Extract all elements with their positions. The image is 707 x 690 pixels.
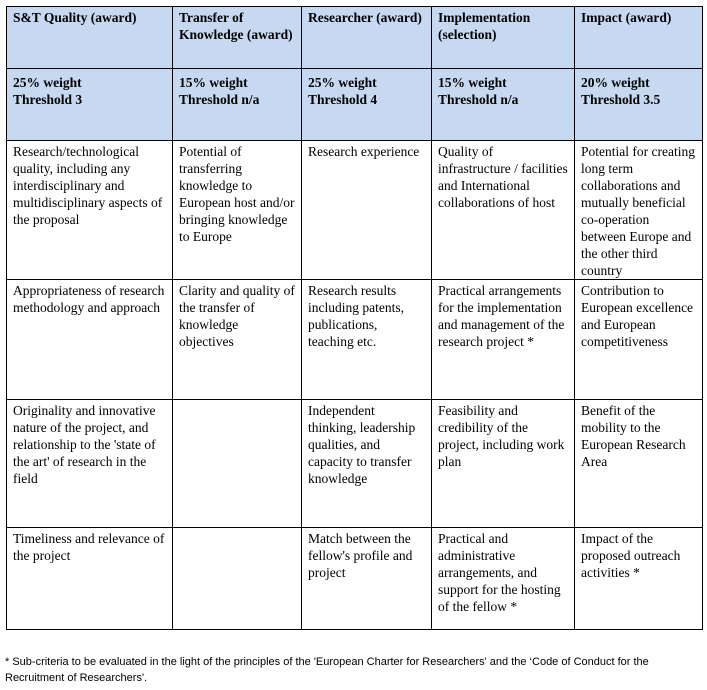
weight-cell <box>7 69 173 141</box>
table-cell: Practical and administrative arrangements, and support for the hosting of the fellow * <box>432 528 575 630</box>
weight-cell <box>575 69 703 141</box>
table-cell: Match between the fellow's profile and project <box>302 528 432 630</box>
table-cell <box>173 528 302 630</box>
weight-cell <box>432 69 575 141</box>
threshold-value: Threshold 4 <box>308 92 378 107</box>
threshold-value: Threshold 3.5 <box>581 92 661 107</box>
table-cell: Clarity and quality of the transfer of knowledge objectives <box>173 280 302 400</box>
table-cell: Research experience <box>302 141 432 280</box>
header-impact: Impact (award) <box>575 7 703 69</box>
header-transfer-of-knowledge: Transfer of Knowledge (award) <box>173 7 302 69</box>
table-cell: Research/technological quality, including any interdisciplinary and multidisciplinary aspects of the proposal <box>7 141 173 280</box>
table-cell: Impact of the proposed outreach activities * <box>575 528 703 630</box>
table-cell: Independent thinking, leadership qualities, and capacity to transfer knowledge <box>302 400 432 528</box>
table-cell: Quality of infrastructure / facilities and International collaborations of host <box>432 141 575 280</box>
weight-value: 20% weight <box>581 75 650 90</box>
weight-value: 25% weight <box>13 75 82 90</box>
threshold-value: Threshold n/a <box>179 92 260 107</box>
header-researcher: Researcher (award) <box>302 7 432 69</box>
header-implementation: Implementation (selection) <box>432 7 575 69</box>
table-cell: Feasibility and credibility of the project, including work plan <box>432 400 575 528</box>
table-row <box>7 528 703 630</box>
weight-value: 25% weight <box>308 75 377 90</box>
table-cell: Research results including patents, publications, teaching etc. <box>302 280 432 400</box>
header-st-quality: S&T Quality (award) <box>7 7 173 69</box>
table-cell: Practical arrangements for the implementation and management of the research project * <box>432 280 575 400</box>
table-row <box>7 280 703 400</box>
table-cell: Potential for creating long term collaborations and mutually beneficial co-operation between Europe and the other third country <box>575 141 703 280</box>
table-cell: Potential of transferring knowledge to European host and/or bringing knowledge to Europe <box>173 141 302 280</box>
table-cell: Timeliness and relevance of the project <box>7 528 173 630</box>
table-cell <box>173 400 302 528</box>
table-cell: Contribution to European excellence and European competitiveness <box>575 280 703 400</box>
table-cell: Originality and innovative nature of the project, and relationship to the 'state of the art' of research in the field <box>7 400 173 528</box>
table-cell: Benefit of the mobility to the European Research Area <box>575 400 703 528</box>
weight-value: 15% weight <box>438 75 507 90</box>
table-cell: Appropriateness of research methodology and approach <box>7 280 173 400</box>
weight-cell <box>302 69 432 141</box>
threshold-value: Threshold 3 <box>13 92 83 107</box>
table-row <box>7 141 703 280</box>
threshold-value: Threshold n/a <box>438 92 519 107</box>
evaluation-criteria-table <box>6 6 703 630</box>
footnote: * Sub-criteria to be evaluated in the light of the principles of the 'European Charter for Researchers' and the ‘Code of Conduct for the Recruitment of Researchers'. <box>5 656 649 684</box>
weight-value: 15% weight <box>179 75 248 90</box>
header-row <box>7 7 703 69</box>
table-row <box>7 400 703 528</box>
weight-cell <box>173 69 302 141</box>
weight-row <box>7 69 703 141</box>
